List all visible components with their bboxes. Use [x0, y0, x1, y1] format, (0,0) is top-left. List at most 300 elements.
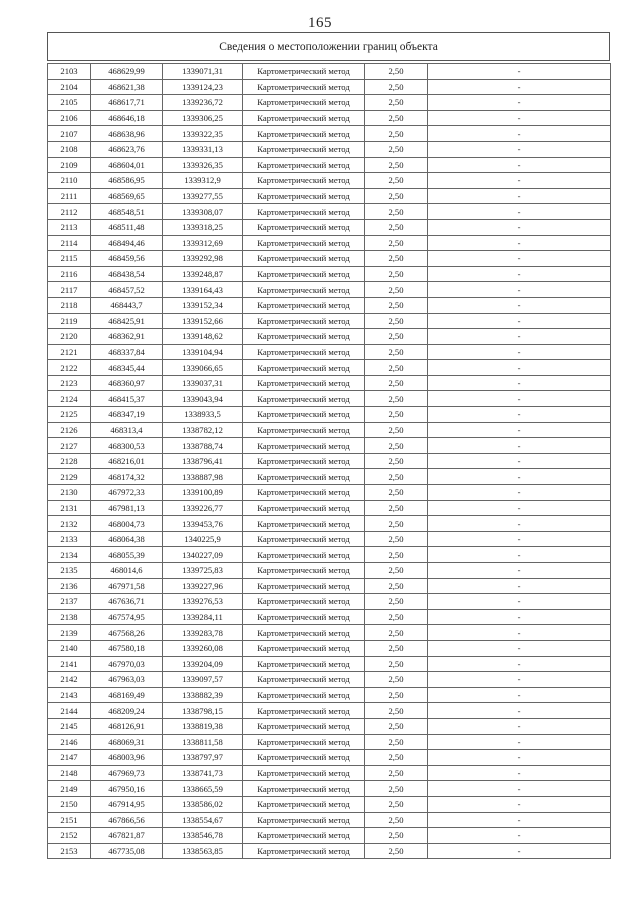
description-cell: -: [428, 344, 611, 360]
x-coordinate-cell: 468362,91: [91, 329, 163, 345]
table-row: [48, 812, 611, 828]
table-row: [48, 500, 611, 516]
table-row: [48, 672, 611, 688]
accuracy-cell: 2,50: [365, 204, 428, 220]
point-number-cell: 2116: [48, 266, 91, 282]
y-coordinate-cell: 1339277,55: [163, 188, 243, 204]
x-coordinate-cell: 468337,84: [91, 344, 163, 360]
description-cell: -: [428, 516, 611, 532]
x-coordinate-cell: 468126,91: [91, 718, 163, 734]
accuracy-cell: 2,50: [365, 266, 428, 282]
point-number-cell: 2106: [48, 110, 91, 126]
method-cell: Картометрический метод: [243, 407, 365, 423]
table-row: [48, 718, 611, 734]
accuracy-cell: 2,50: [365, 329, 428, 345]
y-coordinate-cell: 1339292,98: [163, 251, 243, 267]
y-coordinate-cell: 1339104,94: [163, 344, 243, 360]
point-number-cell: 2144: [48, 703, 91, 719]
point-number-cell: 2139: [48, 625, 91, 641]
description-cell: -: [428, 765, 611, 781]
y-coordinate-cell: 1338554,67: [163, 812, 243, 828]
accuracy-cell: 2,50: [365, 843, 428, 859]
point-number-cell: 2123: [48, 375, 91, 391]
table-row: [48, 204, 611, 220]
table-row: [48, 703, 611, 719]
table-row: [48, 531, 611, 547]
y-coordinate-cell: 1339037,31: [163, 375, 243, 391]
table-row: [48, 609, 611, 625]
x-coordinate-cell: 467866,56: [91, 812, 163, 828]
x-coordinate-cell: 467971,58: [91, 578, 163, 594]
accuracy-cell: 2,50: [365, 219, 428, 235]
table-row: [48, 235, 611, 251]
point-number-cell: 2128: [48, 453, 91, 469]
accuracy-cell: 2,50: [365, 313, 428, 329]
table-row: [48, 141, 611, 157]
method-cell: Картометрический метод: [243, 235, 365, 251]
point-number-cell: 2112: [48, 204, 91, 220]
accuracy-cell: 2,50: [365, 578, 428, 594]
accuracy-cell: 2,50: [365, 687, 428, 703]
point-number-cell: 2140: [48, 640, 91, 656]
y-coordinate-cell: 1339227,96: [163, 578, 243, 594]
method-cell: Картометрический метод: [243, 718, 365, 734]
method-cell: Картометрический метод: [243, 375, 365, 391]
accuracy-cell: 2,50: [365, 594, 428, 610]
accuracy-cell: 2,50: [365, 640, 428, 656]
y-coordinate-cell: 1339725,83: [163, 563, 243, 579]
accuracy-cell: 2,50: [365, 828, 428, 844]
y-coordinate-cell: 1339260,08: [163, 640, 243, 656]
method-cell: Картометрический метод: [243, 750, 365, 766]
x-coordinate-cell: 468055,39: [91, 547, 163, 563]
point-number-cell: 2132: [48, 516, 91, 532]
accuracy-cell: 2,50: [365, 297, 428, 313]
y-coordinate-cell: 1339164,43: [163, 282, 243, 298]
table-row: [48, 516, 611, 532]
table-row: [48, 297, 611, 313]
table-row: [48, 656, 611, 672]
table-row: [48, 687, 611, 703]
point-number-cell: 2137: [48, 594, 91, 610]
x-coordinate-cell: 468511,48: [91, 219, 163, 235]
method-cell: Картометрический метод: [243, 500, 365, 516]
method-cell: Картометрический метод: [243, 188, 365, 204]
description-cell: -: [428, 718, 611, 734]
y-coordinate-cell: 1339226,77: [163, 500, 243, 516]
description-cell: -: [428, 157, 611, 173]
table-row: [48, 594, 611, 610]
point-number-cell: 2149: [48, 781, 91, 797]
description-cell: -: [428, 375, 611, 391]
description-cell: -: [428, 282, 611, 298]
x-coordinate-cell: 468638,96: [91, 126, 163, 142]
method-cell: Картометрический метод: [243, 157, 365, 173]
point-number-cell: 2122: [48, 360, 91, 376]
point-number-cell: 2153: [48, 843, 91, 859]
accuracy-cell: 2,50: [365, 672, 428, 688]
y-coordinate-cell: 1339236,72: [163, 95, 243, 111]
y-coordinate-cell: 1339204,09: [163, 656, 243, 672]
accuracy-cell: 2,50: [365, 531, 428, 547]
point-number-cell: 2152: [48, 828, 91, 844]
table-row: [48, 765, 611, 781]
x-coordinate-cell: 467950,16: [91, 781, 163, 797]
table-row: [48, 438, 611, 454]
y-coordinate-cell: 1338788,74: [163, 438, 243, 454]
description-cell: -: [428, 422, 611, 438]
accuracy-cell: 2,50: [365, 407, 428, 423]
table-row: [48, 781, 611, 797]
method-cell: Картометрический метод: [243, 765, 365, 781]
point-number-cell: 2135: [48, 563, 91, 579]
y-coordinate-cell: 1339152,34: [163, 297, 243, 313]
description-cell: -: [428, 594, 611, 610]
method-cell: Картометрический метод: [243, 640, 365, 656]
table-row: [48, 843, 611, 859]
accuracy-cell: 2,50: [365, 485, 428, 501]
method-cell: Картометрический метод: [243, 672, 365, 688]
accuracy-cell: 2,50: [365, 796, 428, 812]
accuracy-cell: 2,50: [365, 609, 428, 625]
method-cell: Картометрический метод: [243, 344, 365, 360]
method-cell: Картометрический метод: [243, 422, 365, 438]
description-cell: -: [428, 407, 611, 423]
boundary-coordinates-table: [47, 63, 611, 859]
method-cell: Картометрический метод: [243, 64, 365, 80]
method-cell: Картометрический метод: [243, 79, 365, 95]
accuracy-cell: 2,50: [365, 718, 428, 734]
table-row: [48, 625, 611, 641]
description-cell: -: [428, 578, 611, 594]
method-cell: Картометрический метод: [243, 469, 365, 485]
table-row: [48, 157, 611, 173]
accuracy-cell: 2,50: [365, 157, 428, 173]
accuracy-cell: 2,50: [365, 344, 428, 360]
page-number: 165: [308, 15, 332, 31]
x-coordinate-cell: 468169,49: [91, 687, 163, 703]
point-number-cell: 2126: [48, 422, 91, 438]
y-coordinate-cell: 1338563,85: [163, 843, 243, 859]
y-coordinate-cell: 1339284,11: [163, 609, 243, 625]
table-row: [48, 453, 611, 469]
x-coordinate-cell: 468629,99: [91, 64, 163, 80]
accuracy-cell: 2,50: [365, 360, 428, 376]
point-number-cell: 2104: [48, 79, 91, 95]
description-cell: -: [428, 828, 611, 844]
x-coordinate-cell: 468646,18: [91, 110, 163, 126]
point-number-cell: 2141: [48, 656, 91, 672]
method-cell: Картометрический метод: [243, 391, 365, 407]
method-cell: Картометрический метод: [243, 812, 365, 828]
point-number-cell: 2103: [48, 64, 91, 80]
y-coordinate-cell: 1338782,12: [163, 422, 243, 438]
method-cell: Картометрический метод: [243, 687, 365, 703]
accuracy-cell: 2,50: [365, 235, 428, 251]
method-cell: Картометрический метод: [243, 703, 365, 719]
x-coordinate-cell: 467821,87: [91, 828, 163, 844]
table-row: [48, 329, 611, 345]
x-coordinate-cell: 467914,95: [91, 796, 163, 812]
method-cell: Картометрический метод: [243, 173, 365, 189]
x-coordinate-cell: 467970,03: [91, 656, 163, 672]
description-cell: -: [428, 251, 611, 267]
method-cell: Картометрический метод: [243, 219, 365, 235]
point-number-cell: 2118: [48, 297, 91, 313]
x-coordinate-cell: 467580,18: [91, 640, 163, 656]
y-coordinate-cell: 1339100,89: [163, 485, 243, 501]
method-cell: Картометрический метод: [243, 563, 365, 579]
description-cell: -: [428, 609, 611, 625]
x-coordinate-cell: 468425,91: [91, 313, 163, 329]
point-number-cell: 2127: [48, 438, 91, 454]
y-coordinate-cell: 1338887,98: [163, 469, 243, 485]
description-cell: -: [428, 750, 611, 766]
accuracy-cell: 2,50: [365, 438, 428, 454]
description-cell: -: [428, 625, 611, 641]
x-coordinate-cell: 468459,56: [91, 251, 163, 267]
x-coordinate-cell: 468174,32: [91, 469, 163, 485]
y-coordinate-cell: 1338819,38: [163, 718, 243, 734]
table-row: [48, 282, 611, 298]
accuracy-cell: 2,50: [365, 64, 428, 80]
table-row: [48, 640, 611, 656]
y-coordinate-cell: 1339148,62: [163, 329, 243, 345]
description-cell: -: [428, 360, 611, 376]
point-number-cell: 2108: [48, 141, 91, 157]
method-cell: Картометрический метод: [243, 516, 365, 532]
point-number-cell: 2143: [48, 687, 91, 703]
y-coordinate-cell: 1339318,25: [163, 219, 243, 235]
x-coordinate-cell: 468617,71: [91, 95, 163, 111]
description-cell: -: [428, 235, 611, 251]
method-cell: Картометрический метод: [243, 141, 365, 157]
method-cell: Картометрический метод: [243, 485, 365, 501]
accuracy-cell: 2,50: [365, 500, 428, 516]
table-row: [48, 578, 611, 594]
y-coordinate-cell: 1339308,07: [163, 204, 243, 220]
description-cell: -: [428, 656, 611, 672]
point-number-cell: 2110: [48, 173, 91, 189]
point-number-cell: 2117: [48, 282, 91, 298]
description-cell: -: [428, 297, 611, 313]
method-cell: Картометрический метод: [243, 126, 365, 142]
table-row: [48, 126, 611, 142]
x-coordinate-cell: 468300,53: [91, 438, 163, 454]
point-number-cell: 2121: [48, 344, 91, 360]
accuracy-cell: 2,50: [365, 703, 428, 719]
table-title: Сведения о местоположении границ объекта: [47, 32, 610, 61]
point-number-cell: 2111: [48, 188, 91, 204]
y-coordinate-cell: 1339312,69: [163, 235, 243, 251]
description-cell: -: [428, 703, 611, 719]
x-coordinate-cell: 467735,08: [91, 843, 163, 859]
description-cell: -: [428, 500, 611, 516]
table-row: [48, 375, 611, 391]
method-cell: Картометрический метод: [243, 578, 365, 594]
point-number-cell: 2134: [48, 547, 91, 563]
accuracy-cell: 2,50: [365, 453, 428, 469]
accuracy-cell: 2,50: [365, 188, 428, 204]
table-row: [48, 750, 611, 766]
table-row: [48, 407, 611, 423]
description-cell: -: [428, 485, 611, 501]
point-number-cell: 2146: [48, 734, 91, 750]
table-row: [48, 188, 611, 204]
table-row: [48, 563, 611, 579]
y-coordinate-cell: 1338586,02: [163, 796, 243, 812]
point-number-cell: 2124: [48, 391, 91, 407]
description-cell: -: [428, 219, 611, 235]
y-coordinate-cell: 1339152,66: [163, 313, 243, 329]
accuracy-cell: 2,50: [365, 79, 428, 95]
accuracy-cell: 2,50: [365, 95, 428, 111]
point-number-cell: 2150: [48, 796, 91, 812]
description-cell: -: [428, 563, 611, 579]
point-number-cell: 2145: [48, 718, 91, 734]
accuracy-cell: 2,50: [365, 734, 428, 750]
method-cell: Картометрический метод: [243, 828, 365, 844]
point-number-cell: 2114: [48, 235, 91, 251]
table-row: [48, 422, 611, 438]
x-coordinate-cell: 468360,97: [91, 375, 163, 391]
description-cell: -: [428, 438, 611, 454]
method-cell: Картометрический метод: [243, 625, 365, 641]
accuracy-cell: 2,50: [365, 765, 428, 781]
x-coordinate-cell: 467972,33: [91, 485, 163, 501]
point-number-cell: 2107: [48, 126, 91, 142]
description-cell: -: [428, 672, 611, 688]
description-cell: -: [428, 204, 611, 220]
x-coordinate-cell: 468347,19: [91, 407, 163, 423]
description-cell: -: [428, 79, 611, 95]
y-coordinate-cell: 1339283,78: [163, 625, 243, 641]
x-coordinate-cell: 468438,54: [91, 266, 163, 282]
method-cell: Картометрический метод: [243, 297, 365, 313]
y-coordinate-cell: 1338796,41: [163, 453, 243, 469]
x-coordinate-cell: 467969,73: [91, 765, 163, 781]
description-cell: -: [428, 95, 611, 111]
accuracy-cell: 2,50: [365, 656, 428, 672]
point-number-cell: 2115: [48, 251, 91, 267]
table-row: [48, 485, 611, 501]
description-cell: -: [428, 64, 611, 80]
accuracy-cell: 2,50: [365, 251, 428, 267]
accuracy-cell: 2,50: [365, 282, 428, 298]
method-cell: Картометрический метод: [243, 110, 365, 126]
y-coordinate-cell: 1338882,39: [163, 687, 243, 703]
x-coordinate-cell: 468004,73: [91, 516, 163, 532]
y-coordinate-cell: 1338933,5: [163, 407, 243, 423]
x-coordinate-cell: 468345,44: [91, 360, 163, 376]
point-number-cell: 2131: [48, 500, 91, 516]
y-coordinate-cell: 1339276,53: [163, 594, 243, 610]
description-cell: -: [428, 734, 611, 750]
point-number-cell: 2120: [48, 329, 91, 345]
table-row: [48, 95, 611, 111]
y-coordinate-cell: 1339071,31: [163, 64, 243, 80]
description-cell: -: [428, 188, 611, 204]
x-coordinate-cell: 468209,24: [91, 703, 163, 719]
accuracy-cell: 2,50: [365, 126, 428, 142]
table-row: [48, 360, 611, 376]
method-cell: Картометрический метод: [243, 796, 365, 812]
method-cell: Картометрический метод: [243, 95, 365, 111]
point-number-cell: 2105: [48, 95, 91, 111]
x-coordinate-cell: 468443,7: [91, 297, 163, 313]
method-cell: Картометрический метод: [243, 313, 365, 329]
y-coordinate-cell: 1339312,9: [163, 173, 243, 189]
description-cell: -: [428, 687, 611, 703]
accuracy-cell: 2,50: [365, 516, 428, 532]
description-cell: -: [428, 110, 611, 126]
x-coordinate-cell: 468586,95: [91, 173, 163, 189]
y-coordinate-cell: 1339043,94: [163, 391, 243, 407]
x-coordinate-cell: 468457,52: [91, 282, 163, 298]
y-coordinate-cell: 1340227,09: [163, 547, 243, 563]
x-coordinate-cell: 468623,76: [91, 141, 163, 157]
x-coordinate-cell: 468003,96: [91, 750, 163, 766]
method-cell: Картометрический метод: [243, 438, 365, 454]
table-row: [48, 313, 611, 329]
accuracy-cell: 2,50: [365, 750, 428, 766]
table-row: [48, 469, 611, 485]
accuracy-cell: 2,50: [365, 110, 428, 126]
x-coordinate-cell: 467981,13: [91, 500, 163, 516]
description-cell: -: [428, 781, 611, 797]
y-coordinate-cell: 1338665,59: [163, 781, 243, 797]
x-coordinate-cell: 468064,38: [91, 531, 163, 547]
y-coordinate-cell: 1339306,25: [163, 110, 243, 126]
x-coordinate-cell: 468014,6: [91, 563, 163, 579]
accuracy-cell: 2,50: [365, 173, 428, 189]
table-row: [48, 110, 611, 126]
method-cell: Картометрический метод: [243, 360, 365, 376]
x-coordinate-cell: 468548,51: [91, 204, 163, 220]
table-row: [48, 79, 611, 95]
method-cell: Картометрический метод: [243, 843, 365, 859]
description-cell: -: [428, 453, 611, 469]
description-cell: -: [428, 640, 611, 656]
y-coordinate-cell: 1339124,23: [163, 79, 243, 95]
x-coordinate-cell: 467568,26: [91, 625, 163, 641]
y-coordinate-cell: 1340225,9: [163, 531, 243, 547]
y-coordinate-cell: 1338798,15: [163, 703, 243, 719]
method-cell: Картометрический метод: [243, 594, 365, 610]
accuracy-cell: 2,50: [365, 375, 428, 391]
table-row: [48, 734, 611, 750]
point-number-cell: 2138: [48, 609, 91, 625]
point-number-cell: 2142: [48, 672, 91, 688]
method-cell: Картометрический метод: [243, 453, 365, 469]
x-coordinate-cell: 468569,65: [91, 188, 163, 204]
accuracy-cell: 2,50: [365, 781, 428, 797]
y-coordinate-cell: 1338546,78: [163, 828, 243, 844]
method-cell: Картометрический метод: [243, 266, 365, 282]
point-number-cell: 2130: [48, 485, 91, 501]
accuracy-cell: 2,50: [365, 141, 428, 157]
y-coordinate-cell: 1338811,58: [163, 734, 243, 750]
x-coordinate-cell: 468313,4: [91, 422, 163, 438]
point-number-cell: 2113: [48, 219, 91, 235]
description-cell: -: [428, 173, 611, 189]
y-coordinate-cell: 1338741,73: [163, 765, 243, 781]
table-body: [48, 64, 611, 859]
table-row: [48, 251, 611, 267]
description-cell: -: [428, 266, 611, 282]
description-cell: -: [428, 391, 611, 407]
table-row: [48, 391, 611, 407]
